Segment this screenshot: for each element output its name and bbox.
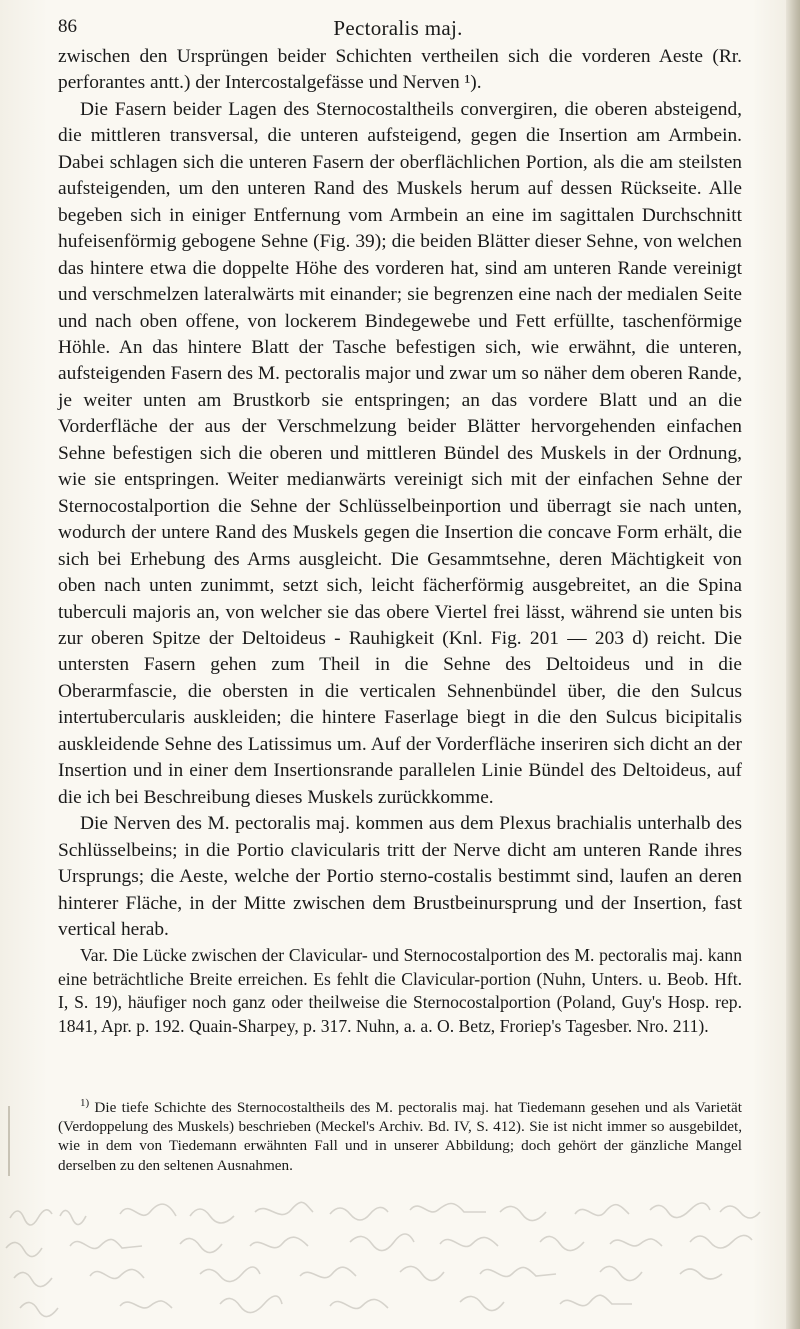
footnote-paragraph: [58, 1098, 742, 1175]
footnote: [58, 1098, 742, 1175]
footnote-mark: 1): [80, 1096, 90, 1109]
footnote-text: Die tiefe Schichte des Sternocostaltheils des M. pectoralis maj. hat Tiedemann gesehen und als Varietät (Verdoppelung des Muskels) beschrieben (Meckel's Archiv. Bd. IV, S. 412). Sie ist nicht immer so ausgebildet, wie in dem von Tiedemann erwähnten Fall und in unserer Abbildung; doch gehört der gänzliche Mangel derselben zu den seltenen Ausnahmen.: [58, 1099, 742, 1174]
paragraph-2: Die Fasern beider Lagen des Sternocostaltheils convergiren, die oberen absteigend, die mittleren transversal, die unteren aufsteigend, gegen die Insertion am Armbein. Dabei schlagen sich die unteren Fasern der oberflächlichen Portion, als die am steilsten aufsteigenden, um den unteren Rand des Muskels herum auf dessen Rückseite. Alle begeben sich in einiger Entfernung vom Armbein an eine im sagittalen Durchschnitt hufeisenförmig gebogene Sehne (Fig. 39); die beiden Blätter dieser Sehne, von welchen das hintere etwa die doppelte Höhe des vorderen hat, sind am unteren Rande vereinigt und verschmelzen lateralwärts mit einander; sie begrenzen eine nach der medialen Seite und nach oben offene, von lockerem Bindegewebe und Fett erfüllte, taschenförmige Höhle. An das hintere Blatt der Tasche befestigen sich, wie erwähnt, die unteren, aufsteigenden Fasern des M. pectoralis major und zwar um so näher dem oberen Rande, je weiter unten am Brustkorb sie entspringen; an das vordere Blatt und an die Vorderfläche der aus der Verschmelzung beider Blätter hervorgehenden einfachen Sehne befestigen sich die oberen und mittleren Bündel des Muskels in der Ordnung, wie sie entspringen. Weiter medianwärts vereinigt sich mit der einfachen Sehne der Sternocostalportion die Sehne der Schlüsselbeinportion und überragt sie nach unten, wodurch der untere Rand des Muskels gegen die Insertion die concave Form erhält, die sich bei Erhebung des Arms ausgleicht. Die Gesammtsehne, deren Mächtigkeit von oben nach unten zunimmt, setzt sich, leicht fächerförmig ausgebreitet, an die Spina tuberculi majoris an, von welcher sie das obere Viertel frei lässt, während sie unten bis zur oberen Spitze der Deltoideus - Rauhigkeit (Knl. Fig. 201 — 203 d) reicht. Die untersten Fasern gehen zum Theil in die Sehne des Deltoideus und in die Oberarmfascie, die obersten in die verticalen Sehnenbündel über, die den Sulcus intertubercularis auskleiden; die hintere Faserlage biegt in die den Sulcus bicipitalis auskleidende Sehne des Latissimus um. Auf der Vorderfläche inseriren sich dicht an der Insertion und in einer dem Insertionsrande parallelen Linie Bündel des Deltoideus, auf die ich bei Beschreibung dieses Muskels zurückkomme.: [58, 98, 742, 808]
page-number: 86: [58, 16, 77, 37]
variation-paragraph: [58, 944, 742, 1038]
page-edge-shadow: [786, 0, 800, 1329]
paragraph-1: zwischen den Ursprüngen beider Schichten vertheilen sich die vorderen Aeste (Rr. perforantes antt.) der Intercostalgefässe und Nerven ¹).: [58, 46, 742, 94]
handwritten-notes-bleed-through: [0, 1196, 786, 1329]
paragraph-3: Die Nerven des M. pectoralis maj. kommen aus dem Plexus brachialis unterhalb des Schlüsselbeins; in die Portio clavicularis tritt der Nerve dicht am unteren Rande ihres Ursprungs; die Aeste, welche der Portio sterno-costalis bestimmt sind, laufen an deren hinterer Fläche, in der Mitte zwischen dem Brustbeinursprung und der Insertion, fast vertical herab.: [58, 813, 742, 940]
page-header: [58, 16, 738, 46]
margin-mark: [8, 1106, 10, 1176]
variation-text: Var. Die Lücke zwischen der Clavicular- und Sternocostalportion des M. pectoralis maj. kann eine beträchtliche Breite erreichen. Es fehlt die Clavicular-portion (Nuhn, Unters. u. Beob. Hft. I, S. 19), häufiger noch ganz oder theilweise die Sternocostalportion (Poland, Guy's Hosp. rep. 1841, Apr. p. 192. Quain-Sharpey, p. 317. Nuhn, a. a. O. Betz, Froriep's Tagesber. Nro. 211).: [58, 945, 742, 1036]
running-title: Pectoralis maj.: [333, 16, 463, 40]
handwriting-scribble: [0, 1196, 786, 1329]
main-text: [58, 44, 742, 943]
